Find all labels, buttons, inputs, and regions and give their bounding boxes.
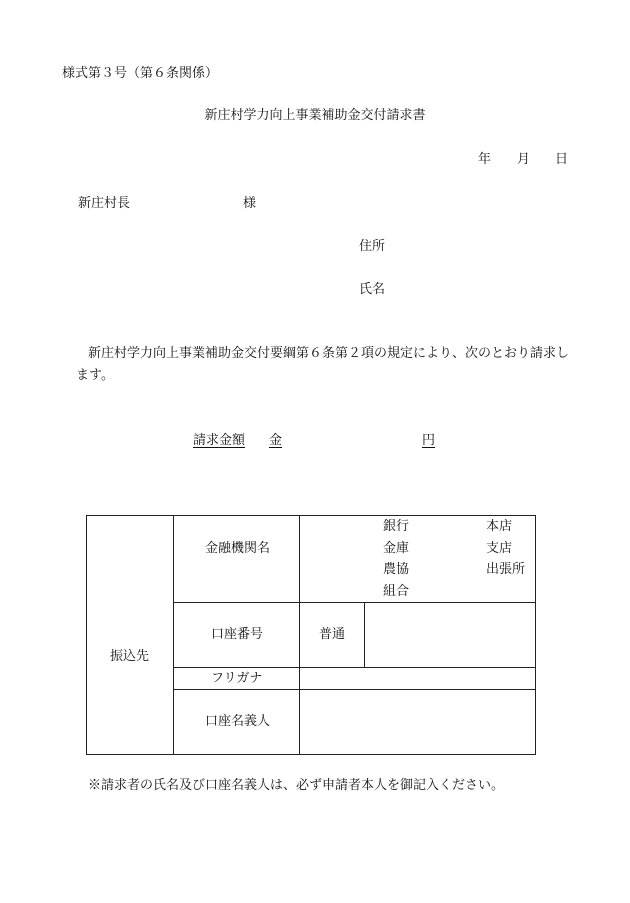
footnote: ※請求者の氏名及び口座名義人は、必ず申請者本人を御記入ください。 bbox=[88, 778, 505, 793]
bank-type-union: 組合 bbox=[383, 584, 410, 599]
request-amount-suffix: 円 bbox=[422, 433, 436, 448]
date-month: 月 bbox=[517, 152, 531, 167]
form-number-label: 様式第３号（第６条関係） bbox=[62, 66, 219, 81]
furigana-label: フリガナ bbox=[211, 671, 263, 686]
body-text-line-1: 新庄村学力向上事業補助金交付要綱第６条第２項の規定により、次のとおり請求し bbox=[88, 346, 570, 361]
transfer-destination-label: 振込先 bbox=[110, 649, 150, 664]
request-amount-line bbox=[193, 433, 437, 449]
date-day: 日 bbox=[555, 152, 569, 167]
branch-type-branch: 支店 bbox=[486, 541, 513, 556]
bank-type-bank: 銀行 bbox=[383, 519, 410, 534]
date-year: 年 bbox=[478, 152, 492, 167]
account-holder-label: 口座名義人 bbox=[205, 714, 271, 729]
request-amount-prefix: 金 bbox=[269, 433, 283, 448]
bank-name-label: 金融機関名 bbox=[205, 541, 271, 556]
addressee-name: 新庄村長 bbox=[78, 196, 131, 211]
bank-type-agricultural-coop: 農協 bbox=[383, 562, 410, 577]
applicant-name-label: 氏名 bbox=[359, 282, 386, 297]
account-number-label: 口座番号 bbox=[211, 627, 264, 642]
applicant-address-label: 住所 bbox=[359, 239, 386, 254]
branch-type-sub-office: 出張所 bbox=[486, 562, 526, 577]
addressee-honorific: 様 bbox=[243, 196, 257, 211]
request-amount-label: 請求金額 bbox=[193, 433, 246, 448]
document-title: 新庄村学力向上事業補助金交付請求書 bbox=[204, 108, 426, 123]
bank-type-shinkin: 金庫 bbox=[383, 541, 410, 556]
branch-type-head-office: 本店 bbox=[486, 519, 513, 534]
account-type-value: 普通 bbox=[319, 627, 346, 642]
body-text-line-2: ます。 bbox=[76, 368, 114, 383]
